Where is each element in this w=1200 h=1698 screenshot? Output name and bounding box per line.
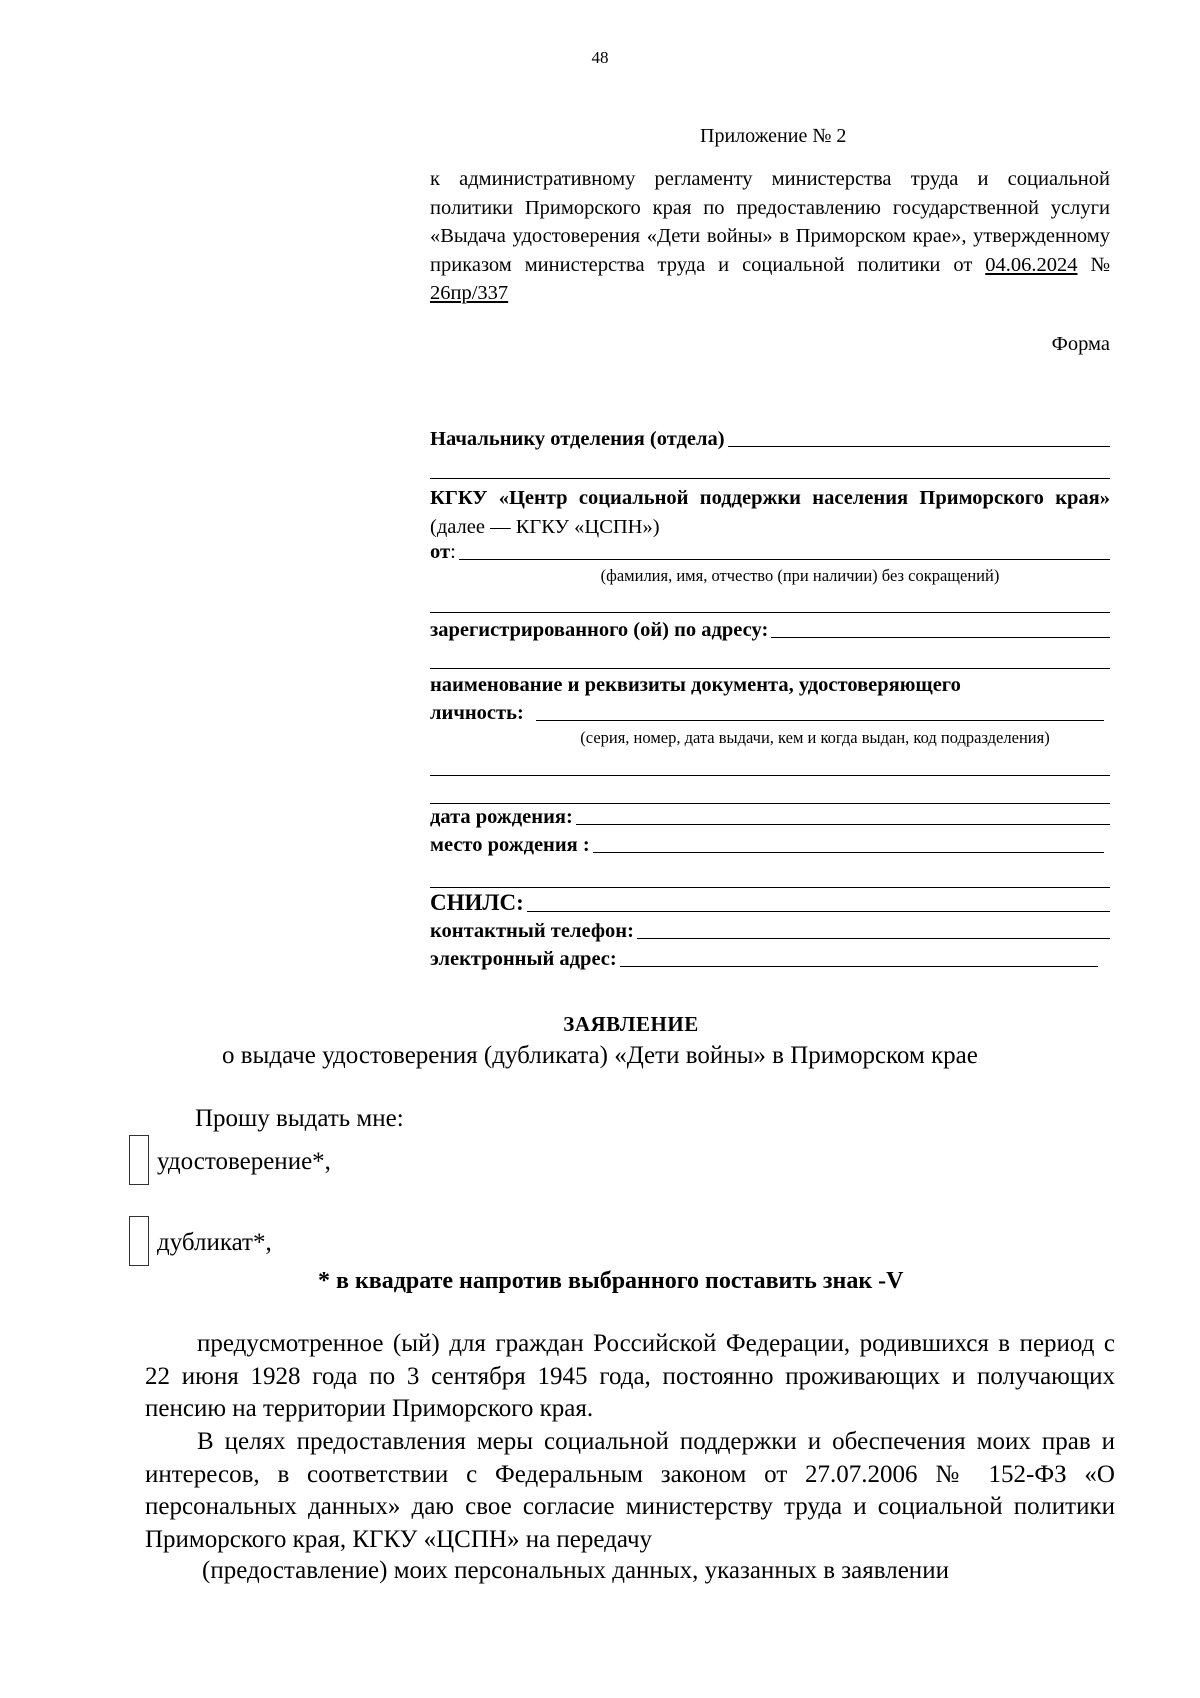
from-label: от (430, 541, 451, 563)
id-doc-field[interactable] (536, 720, 1104, 721)
statement-subtitle: о выдаче удостоверения (дубликата) «Дети войны» в Приморском крае (222, 1042, 978, 1069)
annex-title: Приложение № 2 (700, 125, 847, 147)
birth-place-field[interactable] (593, 852, 1104, 853)
birth-place-label: место рождения : (430, 834, 590, 856)
addressee-line-2[interactable] (430, 478, 1110, 479)
annex-text-main: к административному регламенту министерства труда и социальной политики Приморского края по предоставлению государственной услуги «Выдача удостоверения «Дети войны» в Приморском крае», утвержденному приказом министерства труда и социальной политики от (430, 168, 1110, 276)
id-doc-row (430, 702, 1104, 725)
form-label: Форма (1051, 333, 1110, 355)
statement-title: ЗАЯВЛЕНИЕ (563, 1012, 699, 1036)
phone-field[interactable] (637, 938, 1110, 939)
email-label: электронный адрес: (430, 948, 617, 970)
id-doc-line-2[interactable] (430, 775, 1110, 776)
paragraph-eligibility: предусмотренное (ый) для граждан Российской Федерации, родившихся в период с 22 июня 1928 года по 3 сентября 1945 года, постоянно проживающих и получающих пенсию на территории Приморского края. (145, 1330, 1115, 1422)
certificate-checkbox[interactable] (129, 1135, 149, 1185)
applicant-name-line-2[interactable] (430, 612, 1110, 613)
snils-label: СНИЛС: (430, 890, 524, 915)
from-row (430, 541, 1110, 564)
organization-name: КГКУ «Центр социальной поддержки населения Приморского края» (430, 487, 1110, 509)
certificate-option-label: удостоверение*, (157, 1148, 331, 1175)
birth-date-row (430, 806, 1110, 829)
snils-row (430, 890, 1110, 916)
phone-row (430, 920, 1110, 943)
email-field[interactable] (620, 966, 1098, 967)
snils-field[interactable] (527, 911, 1110, 912)
id-doc-label-line2: личность: (430, 702, 524, 724)
organization-abbrev: (далее — КГКУ «ЦСПН») (430, 516, 660, 538)
registered-address-line-2[interactable] (430, 668, 1110, 669)
email-row (430, 948, 1098, 971)
paragraph-consent-continued: (предоставление) моих персональных данных, указанных в заявлении (202, 1557, 949, 1584)
checkbox-note: * в квадрате напротив выбранного поставить знак -V (318, 1268, 904, 1294)
registered-address-field[interactable] (771, 637, 1110, 638)
order-number-prefix: № (1077, 253, 1110, 276)
phone-label: контактный телефон: (430, 920, 634, 942)
page-number: 48 (591, 48, 609, 67)
birth-place-row (430, 834, 1104, 857)
duplicate-checkbox[interactable] (129, 1216, 149, 1266)
registered-label: зарегистрированного (ой) по адресу: (430, 619, 769, 641)
birth-place-line-2[interactable] (430, 887, 1110, 888)
order-date: 04.06.2024 (985, 253, 1078, 276)
duplicate-option-label: дубликат*, (157, 1229, 272, 1256)
from-hint: (фамилия, имя, отчество (при наличии) без сокращений) (600, 566, 1000, 585)
annex-text (430, 165, 1110, 308)
paragraph-consent: В целях предоставления меры социальной поддержки и обеспечения моих прав и интересов, в соответствии с Федеральным законом от 27.07.2006 № 152-ФЗ «О персональных данных» даю свое согласие министерству труда и социальной политики Приморского края, КГКУ «ЦСПН» на передачу (145, 1428, 1115, 1553)
addressee-head-label: Начальнику отделения (отдела) (430, 428, 725, 450)
applicant-name-field[interactable] (459, 559, 1110, 560)
id-doc-hint: (серия, номер, дата выдачи, кем и когда выдан, код подразделения) (580, 728, 1050, 747)
organization (430, 484, 1110, 542)
from-separator: : (450, 541, 456, 563)
registered-row (430, 619, 1110, 642)
birth-date-field[interactable] (576, 824, 1110, 825)
id-doc-label-line1: наименование и реквизиты документа, удостоверяющего (430, 674, 961, 696)
order-number: 26пр/337 (430, 282, 509, 304)
addressee-head-field[interactable] (728, 446, 1110, 447)
birth-date-label: дата рождения: (430, 806, 573, 828)
id-doc-line-3[interactable] (430, 803, 1110, 804)
request-text: Прошу выдать мне: (195, 1105, 404, 1132)
addressee-head-row (430, 428, 1110, 451)
